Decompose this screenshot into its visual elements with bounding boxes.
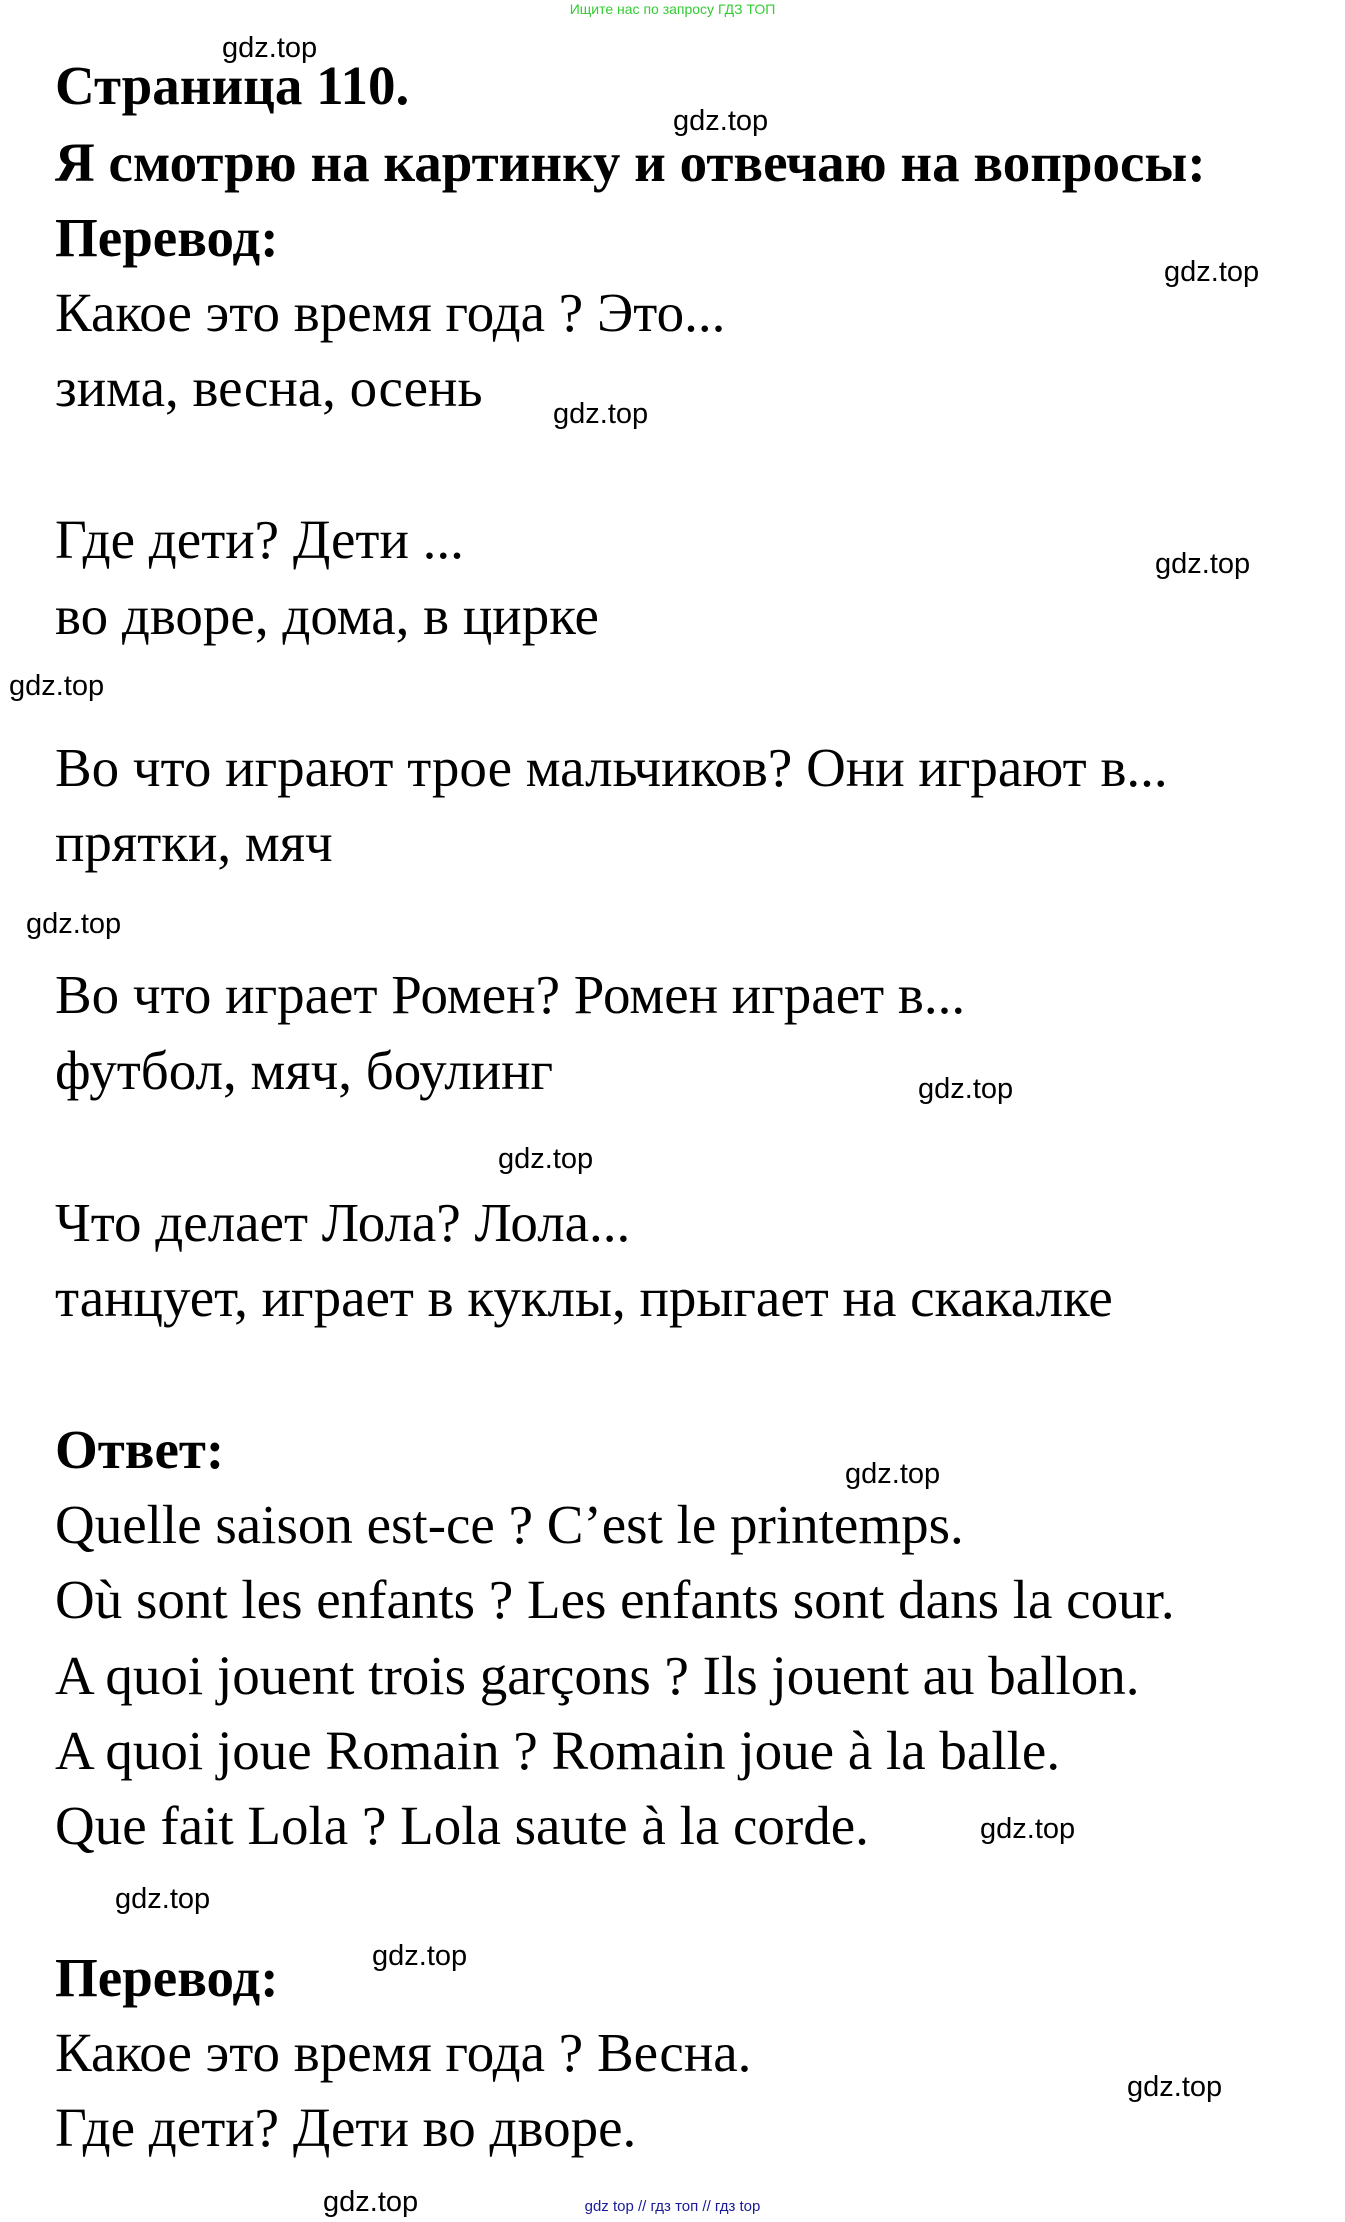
watermark: gdz.top <box>553 398 649 430</box>
watermark: gdz.top <box>845 1458 941 1490</box>
answer-line: A quoi jouent trois garçons ? Ils jouent au ballon. <box>55 1645 1140 1706</box>
translation-line: Где дети? Дети во дворе. <box>55 2097 637 2158</box>
answer-line: A quoi joue Romain ? Romain joue à la balle. <box>55 1720 1061 1781</box>
translation-line: Какое это время года ? Весна. <box>55 2022 752 2083</box>
question-line: Где дети? Дети ... <box>55 509 464 570</box>
bottom-banner[interactable]: gdz top // гдз топ // гдз top <box>584 2198 761 2215</box>
task-heading: Я смотрю на картинку и отвечаю на вопросы: <box>55 132 1206 193</box>
question-line: Во что играют трое мальчиков? Они играют в... <box>55 737 1168 798</box>
answer-title: Ответ: <box>55 1419 225 1480</box>
watermark: gdz.top <box>1164 256 1260 288</box>
watermark: gdz.top <box>115 1883 211 1915</box>
options-line: танцует, играет в куклы, прыгает на скакалке <box>55 1267 1113 1328</box>
question-line: Во что играет Ромен? Ромен играет в... <box>55 964 966 1025</box>
watermark: gdz.top <box>673 105 769 137</box>
answer-line: Que fait Lola ? Lola saute à la corde. <box>55 1795 869 1856</box>
translation2-title: Перевод: <box>55 1947 279 2008</box>
watermark: gdz.top <box>323 2186 419 2218</box>
question-line: Какое это время года ? Это... <box>55 282 726 343</box>
translation-title: Перевод: <box>55 207 279 268</box>
answer-line: Quelle saison est-ce ? C’est le printemps. <box>55 1494 964 1555</box>
options-line: футбол, мяч, боулинг <box>55 1040 554 1101</box>
answer-line: Où sont les enfants ? Les enfants sont dans la cour. <box>55 1569 1175 1630</box>
watermark: gdz.top <box>1155 548 1251 580</box>
watermark: gdz.top <box>26 908 122 940</box>
watermark: gdz.top <box>9 670 105 702</box>
options-line: прятки, мяч <box>55 812 333 873</box>
question-line: Что делает Лола? Лола... <box>55 1192 631 1253</box>
watermark: gdz.top <box>918 1073 1014 1105</box>
watermark: gdz.top <box>372 1940 468 1972</box>
options-line: во дворе, дома, в цирке <box>55 585 599 646</box>
watermark: gdz.top <box>980 1813 1076 1845</box>
page-title: Страница 110. <box>55 55 410 116</box>
top-banner[interactable]: Ищите нас по запросу ГДЗ ТОП <box>569 1 776 17</box>
watermark: gdz.top <box>222 32 318 64</box>
watermark: gdz.top <box>1127 2071 1223 2103</box>
watermark: gdz.top <box>498 1143 594 1175</box>
options-line: зима, весна, осень <box>55 357 483 418</box>
